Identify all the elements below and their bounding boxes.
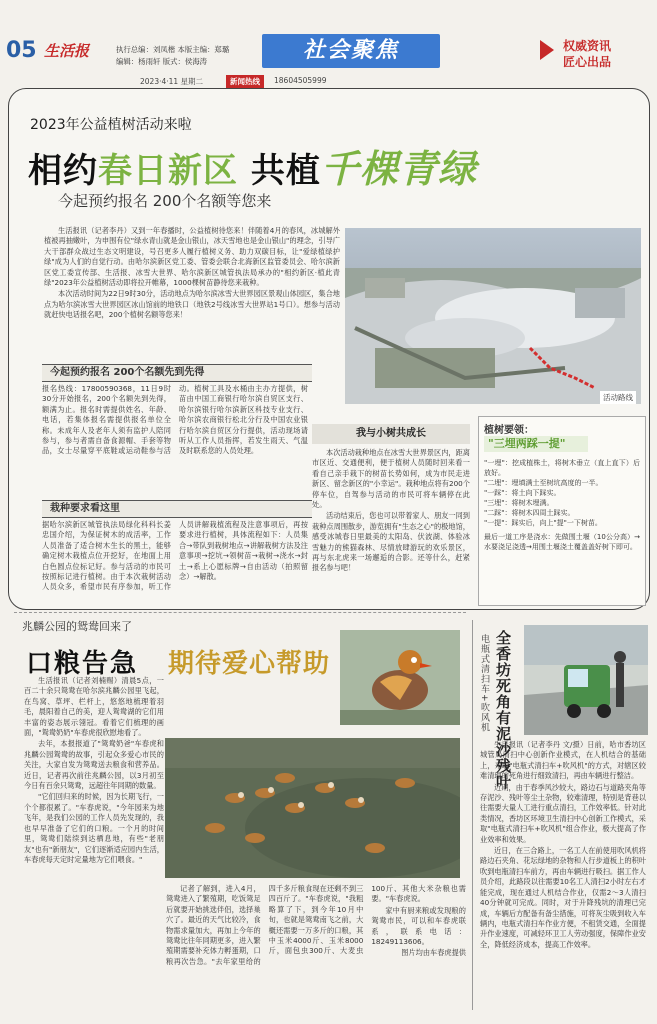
story2-col1 [24, 676, 164, 1006]
tip-item: "二踩"：将树木四周土踩实。 [484, 509, 575, 517]
newspaper-brand: 生活报 [44, 42, 90, 60]
story2-headline-b: 期待爱心帮助 [168, 649, 331, 679]
headline-part-d: 千棵青绿 [320, 147, 477, 191]
tree-requirements-text: 据哈尔滨新区城管执法局绿化科科长姜忠国介绍，为保证树木的成活率，工作人员准备了适合树木生长的黑土，能够确定树木栽植点位开挖好，在地面上用白色圆点位标记好。参与活动的市民可按照标记进行植树。由于本次栽树活动人员众多，希望市民有序参加，听工作人员讲解栽植流程及注意事项后，再按要求进行植树，具体流程如下：人员集合→带队到栽树地点→讲解栽树方法及注意事项→挖坑→领树苗→栽树→浇水→封土→系上心愿标牌→自由活动（拍照留念）→解散。 [42, 520, 308, 592]
hotline-label: 新闻热线 [226, 75, 264, 88]
aerial-photo-image [345, 228, 641, 404]
slogan-line-1: 权威资讯 [563, 39, 612, 53]
lead-paragraph-2: 本次活动时间为22日9时30分，活动地点为哈尔滨冰雪大世界园区景观山体园区，集合地点为哈尔滨冰雪大世界园区冰山馆前的地铁口（地铁2号线冰雪大世界站1号口）。想参与活动就赶快电话报名吧，200个植树名额等您来！ [44, 289, 340, 320]
story2-paragraph-c: "它们回归来的时候，因为长期飞行，一个个都很累了。"车春虎说，"今年园来为地飞年，是我们公园的工作人员先发现的，我也早早准备了它们的口粮。一个月的时间里，鸳鸯们陆续到达栖息地，有些"老朋友"也有"新朋友"，它们逐渐适应园内生活，车春虎每天定时定量地为它们喂食。" [24, 792, 164, 864]
duck-image [340, 630, 460, 725]
page-number: 05 [6, 38, 37, 63]
story1-lead [44, 226, 340, 360]
section-divider [14, 612, 466, 613]
story2-headline-a: 口粮告急 [26, 649, 139, 679]
photo-caption: 活动路线 [600, 391, 636, 404]
story3-title: 全香坊死角有泥沙残叶 [494, 630, 512, 790]
registration-text: 报名热线：17800590368，11日9时30分开始报名，200个名额先到先得，额满为止。报名时需提供姓名、年龄、电话，若集体报名需提供报名单位全称。未成年人及老年人须有监护人陪同参与，参与者需自备食源帽、手套等物品，女士尽量穿平底鞋或运动鞋参与活动。植树工具及水桶由主办方提供，树苗由中国工商银行哈尔滨自贸区支行、哈尔滨银行哈尔滨新区科技专业支行、哈尔滨农商银行松北分行及中国农业银行哈尔滨自贸区分行提供，活动现场请听从工作人员指挥，若发生雨天、气温及时联系您的人员处理。 [42, 384, 308, 456]
tree-requirements-subtitle: 栽种要求看这里 [42, 500, 312, 518]
registration-subtitle: 今起预约报名 200个名额先到先得 [42, 364, 312, 382]
tips-list [484, 458, 640, 602]
tips-note: 最后一道工序是浇水：先做围土堰（10公分高）→水要浇足浇透→用围土堰浇土覆盖盖好树下即可。 [484, 533, 640, 551]
story2-paragraph-d: 记者了解到，进入4月，鸳鸯进入了繁殖期，吃饭鸳足后就要开始挑选伴侣，选择巢穴了。最近的天气比较冷，食物需求量加大，再加上今年的鸳鸯比往年同期更多，进入繁殖期需要补充体力孵蛋期，口粮再次告急。"去年家里给的四千多斤粮食现在还剩不到三四百斤了。"车春虎说，"我粗略算了下，到今年10月中旬，也就是鸳鸯南飞之前，大概还需要一万多斤的口粮，其中玉米4000斤、玉米8000斤，面包虫300斤、大麦虫100斤、其他大米杂粮也需要。"车春虎说。 [166, 884, 466, 966]
story1-subhead: 今起预约报名 200个名额等您来 [58, 192, 272, 210]
lead-paragraph: 生活报讯（记者李丹）又到一年春播时，公益植树待您来！伴随着4月的春风，冰城解外植被再抽嫩叶，为申围有位"绿水青山就是金山银山，冰天雪地也是金山银山"的理念，引导广大干部群众战过生态文明建设，号召更多人履行植树义务、助力双碳目标，让"爱绿植绿护绿"成为人们的自觉行动。由哈尔滨新区党工委、管委会联合北海新区监管委员会、哈尔滨新区党工委宣传部、生活报、冰雪大世界、哈尔滨新区城管执法局承办的"相约新区·植此青绿"2023年公益植树活动即将拉开帷幕，1000棵树苗静待您来栽种。 [44, 226, 340, 288]
mandarin-duck-photo [340, 630, 460, 725]
story2-paragraph-a: 生活报讯（记者刘楠赐）清晨5点，一百二十余只鸳鸯在哈尔滨兆麟公园里飞起，在鸟窝、草坪、栏杆上，悠悠地梳理着羽毛，晨阳着自己的美，迎人鸳鸯湖的它们用丰富的姿态展示翎冠。看着它们梳理的画面，"鸳鸯奶奶"车春虎很欣慰地看了。 [24, 676, 164, 738]
sweeper-image [524, 625, 648, 735]
story2-kicker: 兆麟公园的鸳鸯回来了 [22, 620, 132, 633]
story2-paragraph-e: 家中有厨来粮或发现粮的鸳鸯市民，可以和车春虎联系，联系电话：18249113606。 [371, 905, 466, 947]
slogan [563, 38, 611, 70]
slogan-line-2: 匠心出品 [563, 55, 612, 69]
story2-paragraph-b: 去年，本报报道了"鸳鸯奶爸"车春虎和兆麟公园鸳鸯的故事，引起众多爱心市民的关注，大家自发为鸳鸯送去粮食和营养品。近日，记者再次前往兆麟公园，以3月初至今日有百余只鸳鸯，远超往年同期的数量。 [24, 739, 164, 791]
grow-paragraph-2: 活动结束后，您也可以带着家人、朋友一同到栽种点周围散步，游览拥有"生态之心"的极地馆，感受冰城春日里最美的太阳岛、伏波湖、体验冰雪魅力的熊猫森林、尽情放肆游玩的欢乐景区，再与东北虎来一场邂逅的合影。还等什么，赶紧报名参与吧！ [312, 511, 470, 573]
tip-item: "一踩"：将土向下踩实。 [484, 489, 561, 497]
grow-paragraph-1: 本次活动栽种地点在冰雪大世界景区内，距离市区近、交通便利，便于植树人员随时回来看一看自己亲手栽下的树苗长势如何，成为市民走进新区、留念新区的"小幸运"。栽种地点将有200个停车位，自驾参与活动的市民可将车辆停在此处。 [312, 448, 470, 510]
story1-kicker: 2023年公益植树活动来啦 [30, 117, 192, 133]
story3-paragraph-b: 近期，由于春季风沙较大，路边石与道路夹角等存泥沙、残叶等尘土杂物，较难清理，特别是背巷以往需要大量人工进行重点清扫，工作效率低。针对此类情况，香坊区环境卫生清扫中心创新工作模式，采取"电瓶式清扫车+吹风机"组合作业，极大提高了作业效率和效果。 [480, 782, 646, 844]
story3-subtitle: 电瓶式清扫车+吹风机 [479, 634, 489, 733]
story1-headline [28, 138, 477, 193]
tip-item: "二埋"：埋填满土至树坑高度的一半。 [484, 479, 603, 487]
headline-part-b: 春日新区 [98, 151, 238, 191]
tip-item: "一提"：踩实后，向上"提"一下树苗。 [484, 519, 602, 527]
grow-together-text [312, 448, 470, 604]
story3-paragraph-a: 生活报讯（记者李丹 文/摄）日前，哈市香坊区城管局清扫中心创新作业模式，在人机结合的基础上，采取"电瓶式清扫车+吹风机"的方式，对辖区较难清理的死角进行细致清扫，再由车辆进行整洁。 [480, 740, 646, 781]
staff-line-2: 编辑：杨雨轩 版式：侯海涛 [116, 57, 208, 66]
story2-bottom-columns [166, 884, 466, 1010]
hotline-number: 18604505999 [274, 76, 327, 85]
column-divider [472, 620, 473, 1010]
story3-paragraph-c: 近日，在三合路上，一名工人在前使用吹风机将路边石夹角、花坛绿地的杂物和人行步道板上的积叶吹到电瓶清扫车前方，再由车辆进行吸扫。据工作人员介绍，此路段以往需要10名工人清扫2小时左右才能完成，现在通过人机结合作业，仅需2～3人清扫40分钟就可完成。同时，对于升降残坑的清理已完成，车辆后方配备有备尘措施，可将灰尘吸到收入车辆内，电瓶式清扫车作业方便，不租赁交通，全面提升作业速度，可减轻环卫工人劳动强度，保障作业安全，降低经济成本，提高工作效率。 [480, 846, 646, 949]
headline-part-c: 共植 [238, 151, 321, 191]
tip-item: "三埋"：将树木埋满。 [484, 499, 554, 507]
headline-part-a: 相约 [28, 151, 98, 191]
tips-title: 植树要领： [484, 425, 534, 436]
pond-image [165, 738, 460, 878]
story2-photo-credit: 图片均由车春虎提供 [401, 948, 466, 958]
aerial-photo [345, 228, 641, 404]
grow-together-subtitle: 我与小树共成长 [312, 424, 470, 444]
story3-text [480, 740, 646, 1012]
duck-pond-photo [165, 738, 460, 878]
tips-banner: "三埋两踩一提" [484, 436, 588, 452]
section-title: 社会聚焦 [262, 34, 440, 68]
tip-item: "一埋"：挖成植株土，将树木垂立（直上直下）后放好。 [484, 459, 640, 477]
staff-credits [116, 44, 266, 68]
street-sweeper-photo [524, 625, 648, 735]
arrow-icon [540, 40, 554, 60]
issue-date: 2023·4·11 星期二 [140, 77, 204, 86]
staff-line-1: 执行总编：刘凤楷 本版主编：郑璐 [116, 45, 230, 54]
